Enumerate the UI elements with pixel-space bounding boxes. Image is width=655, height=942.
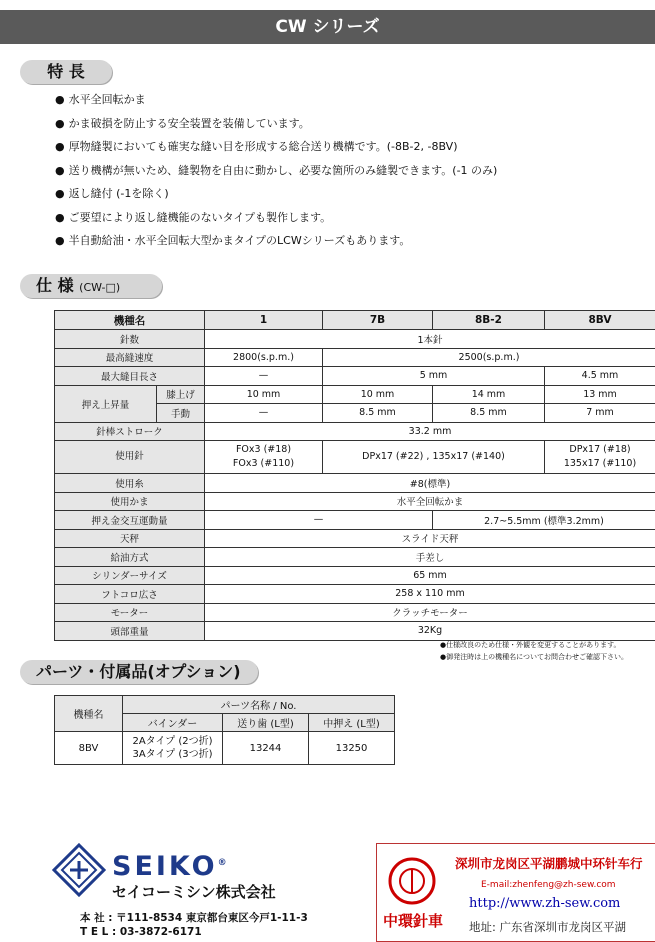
needle-value: DPx17 (#18)	[569, 444, 630, 455]
hook-value: 水平全回転かま	[205, 492, 655, 511]
dealer-url[interactable]: http://www.zh-sew.com	[469, 896, 620, 911]
binder-value: 3Aタイプ (3つ折)	[132, 749, 212, 760]
needle-value: FOx3 (#110)	[233, 458, 294, 469]
series-title: CW シリーズ	[0, 10, 655, 44]
stitch-label: 最大縫目長さ	[55, 367, 205, 386]
knee-value: 14 mm	[433, 385, 545, 404]
table-row	[55, 441, 655, 474]
bar-label: 針棒ストローク	[55, 422, 205, 441]
table-row	[55, 492, 655, 511]
feed-label: 送り歯 (L型)	[223, 714, 309, 732]
weight-label: 頭部重量	[55, 622, 205, 641]
hand-value: 8.5 mm	[323, 404, 433, 423]
features-heading: 特 長	[20, 60, 112, 84]
spec-heading-sub: (CW-□)	[79, 281, 120, 294]
parts-heading: パーツ・付属品(オプション)	[20, 660, 258, 684]
parts-row-model: 8BV	[55, 732, 123, 765]
stitch-value: 4.5 mm	[545, 367, 655, 386]
dealer-address: 地址: 广东省深圳市龙岗区平湖	[469, 919, 626, 935]
hand-label: 手動	[157, 404, 205, 423]
arm-value: 258 x 110 mm	[205, 585, 655, 604]
table-row	[55, 348, 655, 367]
stitch-value: —	[205, 367, 323, 386]
thread-value: #8(標準)	[205, 474, 655, 493]
feature-item: ● ご要望により返し縫機能のないタイプも製作します。	[55, 206, 645, 230]
feature-item: ● 厚物縫製においても確実な縫い目を形成する総合送り機構です。(-8B-2, -8BV)	[55, 135, 645, 159]
features-list	[55, 88, 645, 253]
spec-heading	[20, 274, 162, 298]
seiko-emblem-icon	[52, 843, 106, 897]
brand-name: SEIKO	[112, 851, 218, 882]
note: ●御発注時は上の機種名についてお問合わせご確認下さい。	[440, 651, 628, 663]
company-address: 本 社 : 〒111-8534 東京都台東区今戸1-11-3	[80, 911, 308, 925]
binder-value: 2Aタイプ (2つ折)	[132, 736, 212, 747]
dealer-brand: 中環針車	[383, 910, 443, 931]
table-row	[55, 367, 655, 386]
table-row	[55, 696, 395, 714]
balance-value: スライド天秤	[205, 529, 655, 548]
motor-value: クラッチモーター	[205, 603, 655, 622]
cyl-value: 65 mm	[205, 566, 655, 585]
balance-label: 天秤	[55, 529, 205, 548]
dealer-seal-icon	[387, 856, 437, 906]
knee-value: 10 mm	[323, 385, 433, 404]
hand-value: 7 mm	[545, 404, 655, 423]
alt-label: 押え金交互運動量	[55, 511, 205, 530]
speed-label: 最高縫速度	[55, 348, 205, 367]
dealer-email: E-mail:zhenfeng@zh-sew.com	[481, 880, 616, 890]
company-name: セイコーミシン株式会社	[112, 881, 276, 902]
hand-value: —	[205, 404, 323, 423]
needle-value: FOx3 (#18)	[236, 444, 291, 455]
needles-label: 針数	[55, 330, 205, 349]
table-row	[55, 474, 655, 493]
spec-heading-text: 仕 様	[36, 276, 74, 295]
table-row	[55, 566, 655, 585]
dealer-title: 深圳市龙岗区平湖鹏城中环针车行	[455, 854, 643, 872]
arm-label: フトコロ広さ	[55, 585, 205, 604]
needle-value-1	[205, 441, 323, 474]
feed-number: 13244	[223, 732, 309, 765]
presser-number: 13250	[309, 732, 395, 765]
table-row	[55, 330, 655, 349]
oil-value: 手差し	[205, 548, 655, 567]
registered-icon: ®	[218, 858, 230, 868]
parts-name-header: パーツ名称 / No.	[123, 696, 395, 714]
knee-label: 膝上げ	[157, 385, 205, 404]
needle-label: 使用針	[55, 441, 205, 474]
presser-part-label: 中押え (L型)	[309, 714, 395, 732]
feature-item: ● 返し縫付 (-1を除く)	[55, 182, 645, 206]
motor-label: モーター	[55, 603, 205, 622]
needle-value-8bv	[545, 441, 655, 474]
table-row	[55, 622, 655, 641]
hook-label: 使用かま	[55, 492, 205, 511]
company-contact	[80, 911, 308, 939]
bar-value: 33.2 mm	[205, 422, 655, 441]
table-row	[55, 603, 655, 622]
presser-label: 押え上昇量	[55, 385, 157, 422]
hand-value: 8.5 mm	[433, 404, 545, 423]
model-header: 7B	[323, 311, 433, 330]
cyl-label: シリンダーサイズ	[55, 566, 205, 585]
knee-value: 10 mm	[205, 385, 323, 404]
company-tel: T E L : 03-3872-6171	[80, 925, 308, 939]
needles-value: 1本針	[205, 330, 655, 349]
spec-notes	[440, 639, 628, 663]
dealer-stamp	[376, 843, 655, 942]
model-header: 1	[205, 311, 323, 330]
knee-value: 13 mm	[545, 385, 655, 404]
table-row	[55, 732, 395, 765]
spec-table	[54, 310, 655, 641]
table-row	[55, 422, 655, 441]
thread-label: 使用糸	[55, 474, 205, 493]
needle-value: 135x17 (#110)	[564, 458, 636, 469]
binder-label: バインダー	[123, 714, 223, 732]
weight-value: 32Kg	[205, 622, 655, 641]
table-row	[55, 511, 655, 530]
alt-value: —	[205, 511, 433, 530]
feature-item: ● 水平全回転かま	[55, 88, 645, 112]
note: ●仕様改良のため仕様・外観を変更することがあります。	[440, 639, 628, 651]
binder-values	[123, 732, 223, 765]
feature-item: ● 半自動給油・水平全回転大型かまタイプのLCWシリーズもあります。	[55, 229, 645, 253]
speed-value: 2800(s.p.m.)	[205, 348, 323, 367]
needle-value: DPx17 (#22) , 135x17 (#140)	[323, 441, 545, 474]
feature-item: ● 送り機構が無いため、縫製物を自由に動かし、必要な箇所のみ縫製できます。(-1 のみ)	[55, 159, 645, 183]
oil-label: 給油方式	[55, 548, 205, 567]
table-row	[55, 548, 655, 567]
parts-table	[54, 695, 395, 765]
alt-value: 2.7~5.5mm (標準3.2mm)	[433, 511, 655, 530]
speed-value: 2500(s.p.m.)	[323, 348, 655, 367]
feature-item: ● かま破損を防止する安全装置を装備しています。	[55, 112, 645, 136]
table-row	[55, 529, 655, 548]
model-header: 8B-2	[433, 311, 545, 330]
brand-logo	[112, 851, 230, 882]
table-row	[55, 385, 655, 404]
parts-model-label: 機種名	[55, 696, 123, 732]
table-row	[55, 311, 655, 330]
table-row	[55, 585, 655, 604]
spec-col-header: 機種名	[55, 311, 205, 330]
model-header: 8BV	[545, 311, 655, 330]
stitch-value: 5 mm	[323, 367, 545, 386]
